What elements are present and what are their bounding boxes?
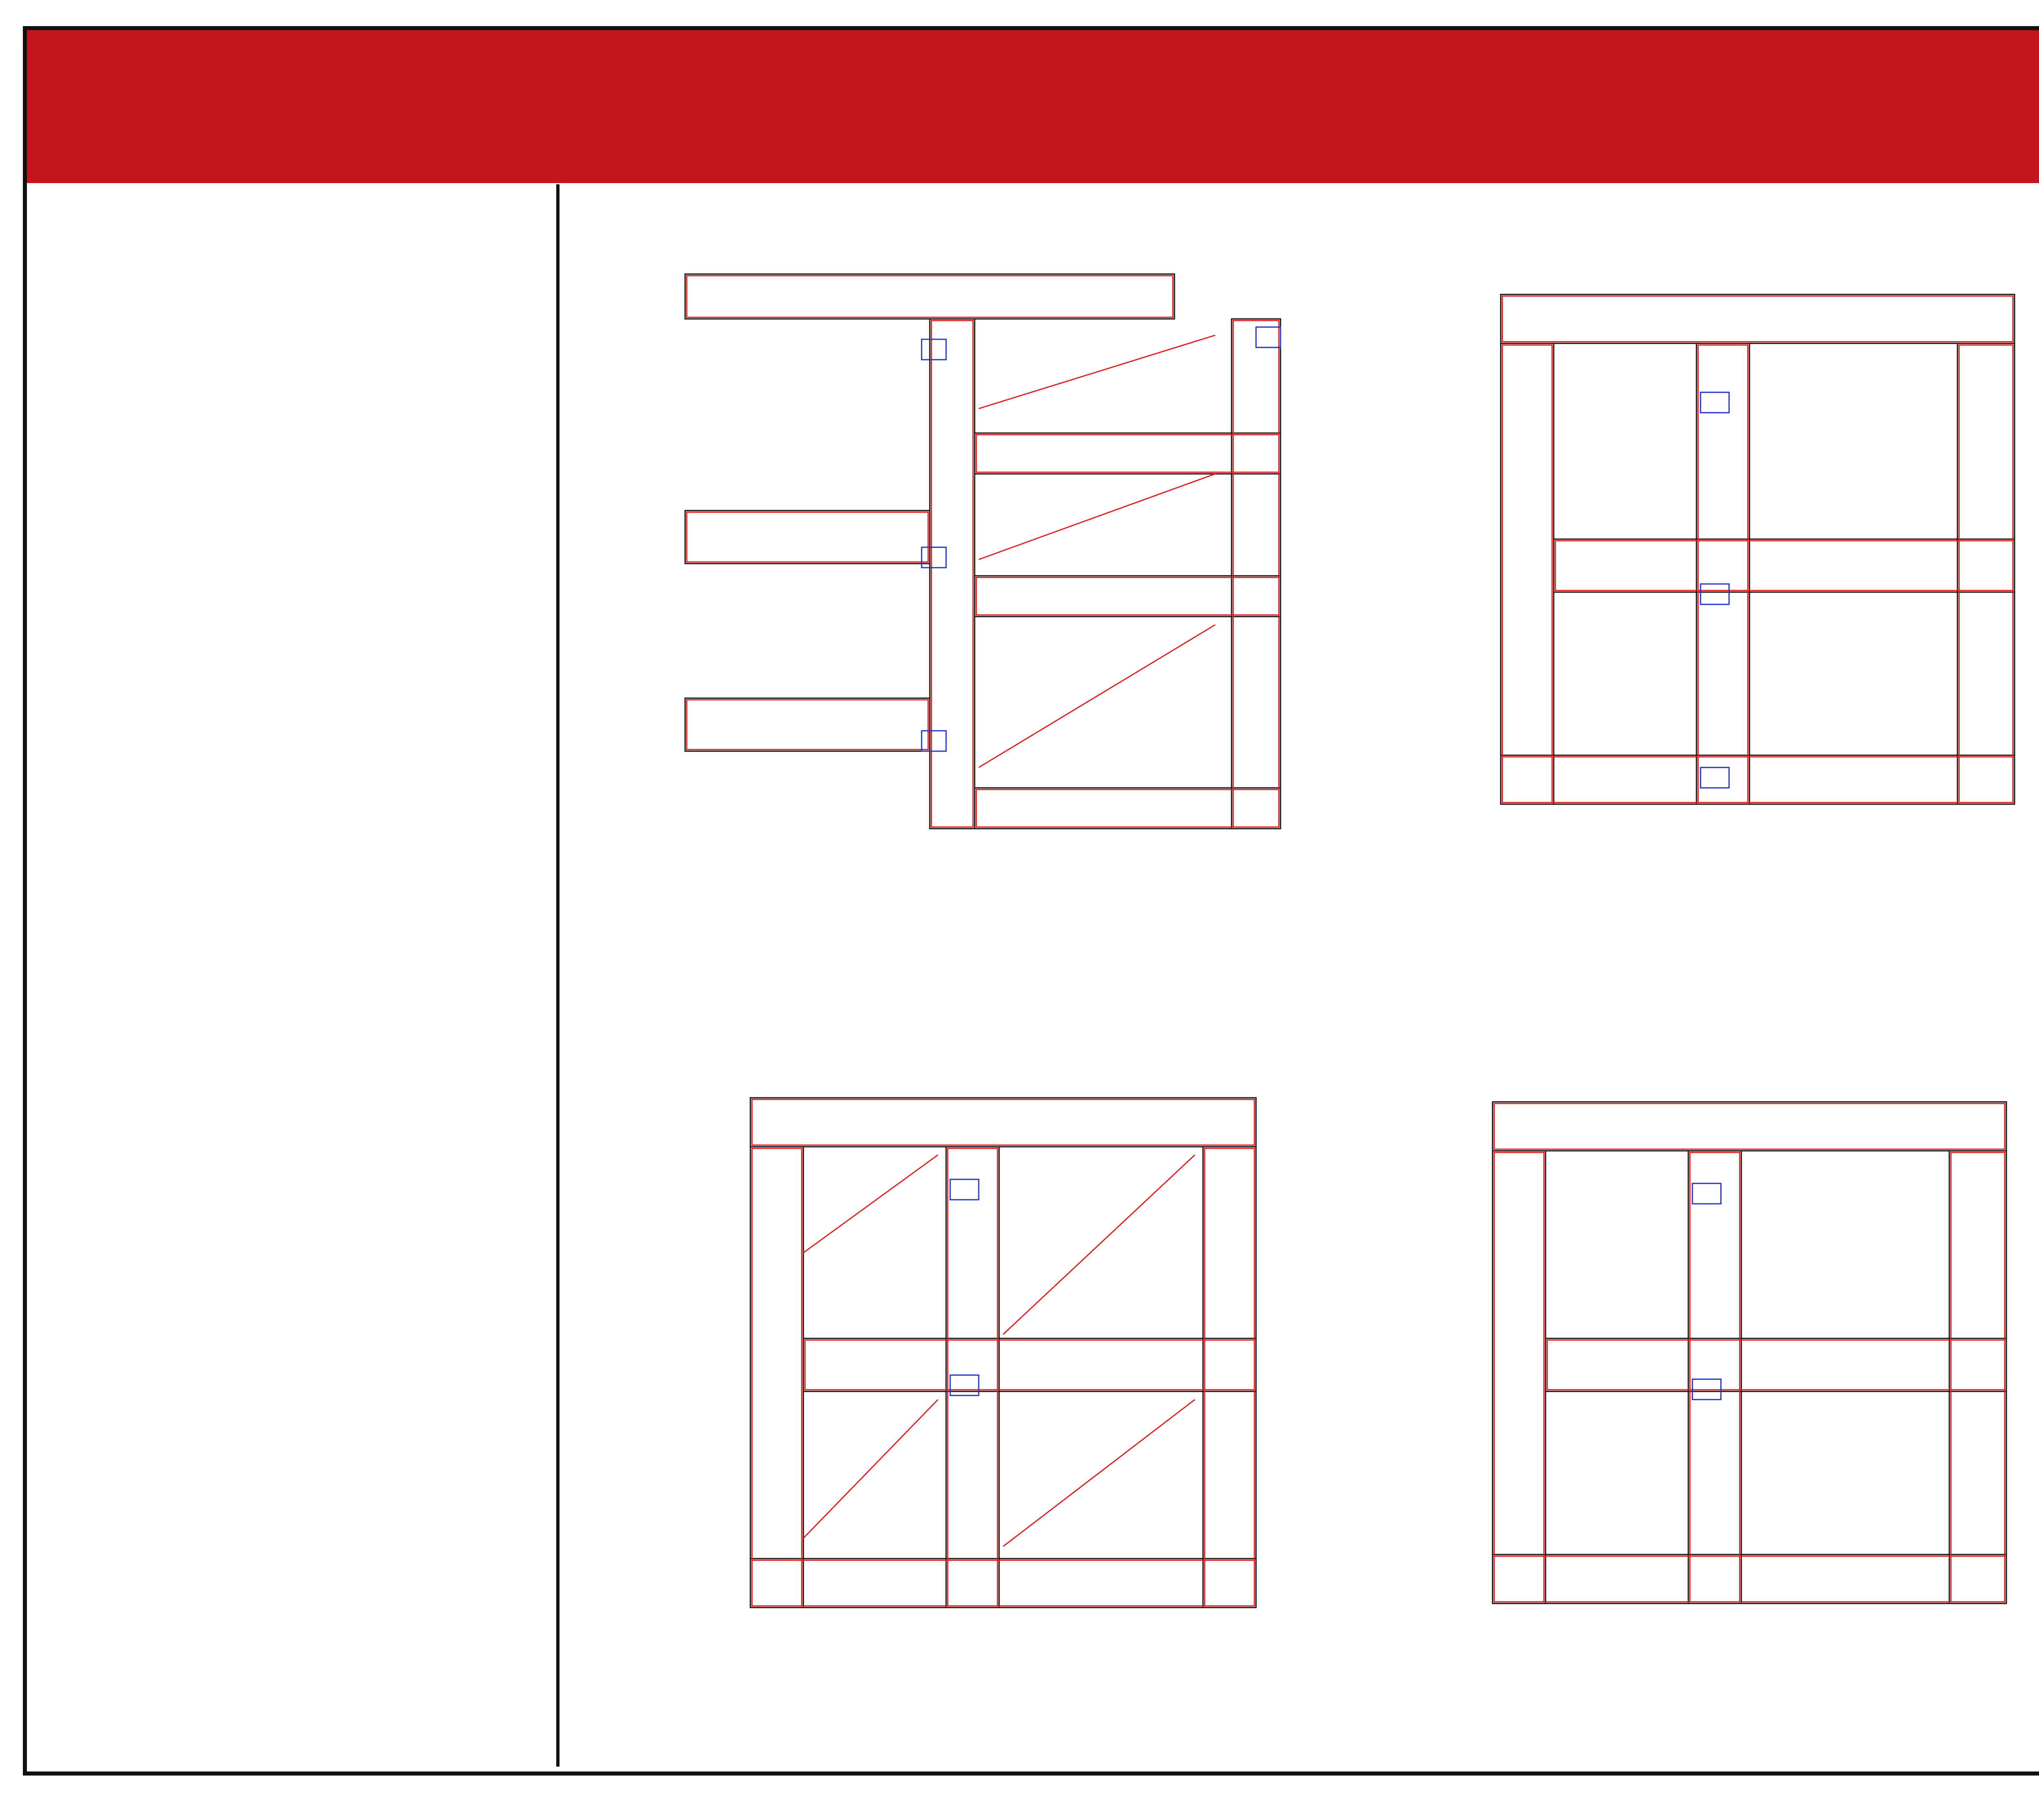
plan-fig7-drawing: [718, 1008, 1387, 1661]
plan-fig8-drawing: [1460, 1008, 2039, 1661]
floor-plans-area: [563, 184, 2039, 1767]
plan-fig5-drawing: [661, 225, 1370, 874]
notice-text-panel: [27, 184, 560, 1767]
plan-fig6-drawing: [1468, 225, 2039, 874]
page-title: [27, 30, 2039, 183]
